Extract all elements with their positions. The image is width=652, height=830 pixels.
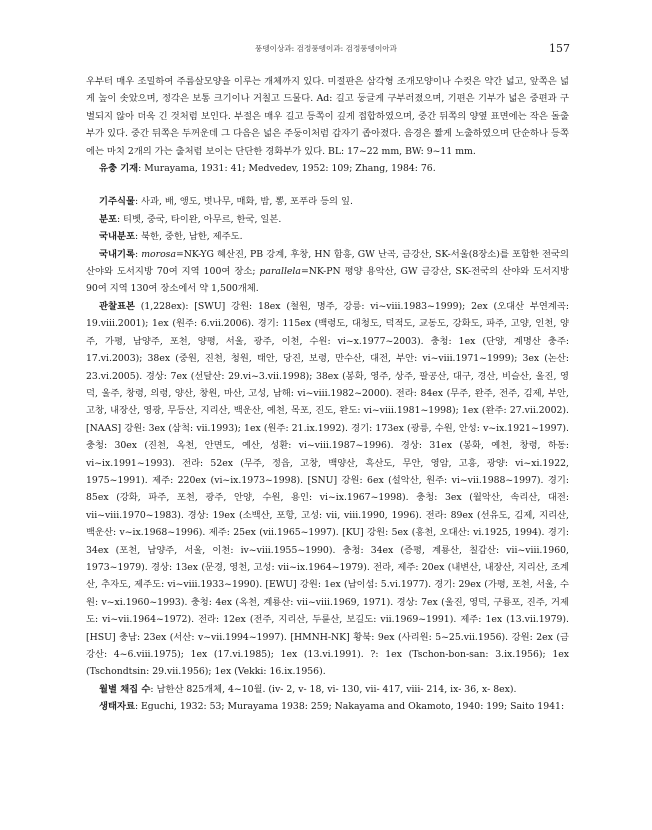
running-head: 풍뎅이상과: 검정풍뎅이과: 검정풍뎅이아과 xyxy=(255,44,397,53)
korea-distribution-paragraph xyxy=(86,228,569,245)
subspecies-morosa: morosa xyxy=(141,248,176,260)
subspecies-parallela: parallela xyxy=(259,266,301,278)
body-text xyxy=(86,73,569,716)
morosa-records: =NK-YG 혜산진, PB 강계, 후창, HN 함흥, GW 난곡, 금강산, SK-서울(8장소)를 포함한 전국의 산야와 도서지방 70여 지역 100여 장소; xyxy=(86,248,570,278)
references-text: : Murayama, 1931: 41; Medvedev, 1952: 109; Zhang, 1984: 76. xyxy=(138,163,436,175)
ecology-label: 생태자료 xyxy=(99,701,135,713)
host-plants-paragraph xyxy=(86,193,569,210)
korea-records-label: 국내기록 xyxy=(99,248,135,260)
korea-records-paragraph: 국내기록: morosa=NK-YG 혜산진, PB 강계, 후창, HN 함흥, GW 난곡, 금강산, SK-서울(8장소)를 포함한 전국의 산야와 도서지방 70여 지역 100여 장소; parallela=NK-PN 평양 용악산, GW 금강산, SK-전국의 산야와 도서지방 90여 지역 130여 장소에서 약 1,500개체. xyxy=(86,248,570,295)
section-gap xyxy=(86,177,569,193)
monthly-label: 월별 채집 수 xyxy=(99,683,151,695)
page-header xyxy=(0,43,652,59)
host-plants-label: 기주식물 xyxy=(99,196,135,208)
distribution-label: 분포 xyxy=(99,213,117,225)
distribution-text: : 티벳, 중국, 타이완, 아무르, 한국, 일본. xyxy=(116,213,282,225)
references-label: 유충 기재 xyxy=(99,163,139,175)
monthly-text: : 남한산 825개체, 4~10월. (iv- 2, v- 18, vi- 130, vii- 417, viii- 214, ix- 36, x- 8ex). xyxy=(150,683,517,695)
specimens-text: (1,228ex): [SWU] 강원: 18ex (철원, 명주, 강릉: vi~viii.1983~1999); 2ex (오대산 부연계곡: 19.viii.2001); 1ex (원주: 6.vii.2006). 경기: 115ex (백령도, 대청도, 덕적도, 교동도, 강화도, 파주, 고양, 인천, 양주, 가평, 남양주, 포천, 양평, 서울, 광주, 이천, 수원: vi~x.1977~2003). 충청: 1ex (단양, 계명산 충주: 17.vi.2003); 38ex (중원, 진천, 청원, 태안, 당진, 보령, 만수산, 대전, 부안: vi~viii.1971~1999); 3ex (논산: 23.vi.2005). 경상: 7ex (선달산: 29.vi~3.vii.1998); 38ex (봉화, 영주, 상주, 팔공산, 대구, 경산, 비슬산, 울진, 영덕, 울주, 창령, 의령, 양산, 창원, 마산, 고성, 남해: vi~viii.1982~2000). 전라: 84ex (무주, 완주, 전주, 김제, 부안, 고창, 내장산, 영광, 무등산, 지리산, 백운산, 예천, 목포, 진도, 완도: vi~viii.1981~1998); 1ex (완주: 27.vii.2002). [NAAS] 강원: 3ex (삼척: vii.1993); 1ex (원주: 21.ix.1992). 경기: 173ex (광릉, 수원, 안성: v~ix.1921~1997). 충청: 30ex (진천, 옥천, 안면도, 예산, 성환: vi~viii.1987~1996). 경상: 31ex (봉화, 예천, 창령, 하동: vi~ix.1991~1993). 전라: 52ex (무주, 정읍, 고창, 백양산, 흑산도, 무안, 영암, 고흥, 광양: vi~xi.1922, 1975~1991). 제주: 220ex (vi~ix.1973~1998). [SNU] 강원: 6ex (설악산, 원주: vi~vii.1988~1997). 경기: 85ex (강화, 파주, 포천, 광주, 안양, 수원, 용인: vi~ix.1967~1998). 충청: 3ex (월악산, 속리산, 대전: vii~viii.1970~1983). 경상: 19ex (소백산, 포항, 고성: vii, viii.1990, 1996). 전라: 89ex (선유도, 김제, 지리산, 백운산: v~ix.1968~1996). 제주: 25ex (vii.1965~1997). [KU] 강원: 5ex (홍천, 오대산: vi.1925, 1994). 경기: 34ex (포천, 남양주, 서울, 이천: iv~viii.1955~1990). 충청: 34ex (증평, 계룡산, 칠갑산: vii~viii.1960, 1973~1979). 경상: 13ex (문경, 영천, 고성: vii~ix.1964~1979). 전라, 제주: 20ex (내변산, 내장산, 지리산, 조계산, 추자도, 제주도: vi~viii.1933~1990). [EWU] 강원: 1ex (남이섬: 5.vi.1977). 경기: 29ex (가평, 포천, 서울, 수원: v~xi.1960~1993). 충청: 4ex (옥천, 계룡산: vii~viii.1969, 1971). 경상: 7ex (울진, 영덕, 구룡포, 진주, 거제도: vi~vii.1964~1972). 전라: 12ex (전주, 지리산, 두륜산, 보길도: vii.1969~1991). 제주: 1ex (13.vii.1979). [HSU] 충남: 23ex (서산: v~vii.1994~1997). [HMNH-NK] 황북: 9ex (사리원: 5~25.vii.1956). 강원: 2ex (금강산: 4~6.viii.1975); 1ex (17.vi.1985); 1ex (13.vi.1991). ?: 1ex (Tschon-bon-san: 3.ix.1956); 1ex (Tschondtsin: 29.vii.1956); 1ex (Vekki: 16.ix.1956). xyxy=(86,300,569,678)
korea-distribution-text: : 북한, 중한, 남한, 제주도. xyxy=(134,231,243,243)
host-plants-text: : 사과, 배, 앵도, 벗나무, 매화, 밤, 뽕, 포푸라 등의 잎. xyxy=(134,196,353,208)
description-paragraph: 우부터 매우 조밀하여 주름살모양을 이루는 개체까지 있다. 미절판은 삼각형 조개모양이나 수컷은 약간 넓고, 앞쪽은 넓게 높이 솟았으며, 정각은 보통 크기이나 거칠고 드물다. Ad: 길고 둥글게 구부러졌으며, 기편은 기부가 넓은 중편과 구별되지 않아 더욱 긴 것처럼 보인다. 부절은 매우 길고 등쪽이 깊게 접합하였으며, 중간 뒤쪽의 양옆 표면에는 작은 돌출부가 있다. 중간 뒤쪽은 두꺼운데 그 다음은 넓은 주둥이처럼 갑자기 좁아졌다. 음경은 짧게 노출하였으며 단순하나 등쪽에는 마치 2개의 가는 출처럼 보이는 단단한 경화부가 있다. BL: 17~22 mm, BW: 9~11 mm. xyxy=(86,76,569,157)
parallela-records: =NK-PN 평양 용악산, GW 금강산, SK-전국의 산야와 도서지방 90여 지역 130여 장소에서 약 1,500개체. xyxy=(86,266,569,295)
references-paragraph xyxy=(86,160,569,177)
ecology-paragraph xyxy=(86,698,569,715)
specimens-paragraph xyxy=(86,298,569,681)
page-number: 157 xyxy=(549,42,570,55)
ecology-text: : Eguchi, 1932: 53; Murayama 1938: 259; Nakayama and Okamoto, 1940: 199; Saito 1941: xyxy=(134,701,565,713)
monthly-paragraph xyxy=(86,681,569,698)
korea-distribution-label: 국내분포 xyxy=(99,231,135,243)
distribution-paragraph xyxy=(86,211,569,228)
specimens-label: 관찰표본 xyxy=(99,300,135,312)
